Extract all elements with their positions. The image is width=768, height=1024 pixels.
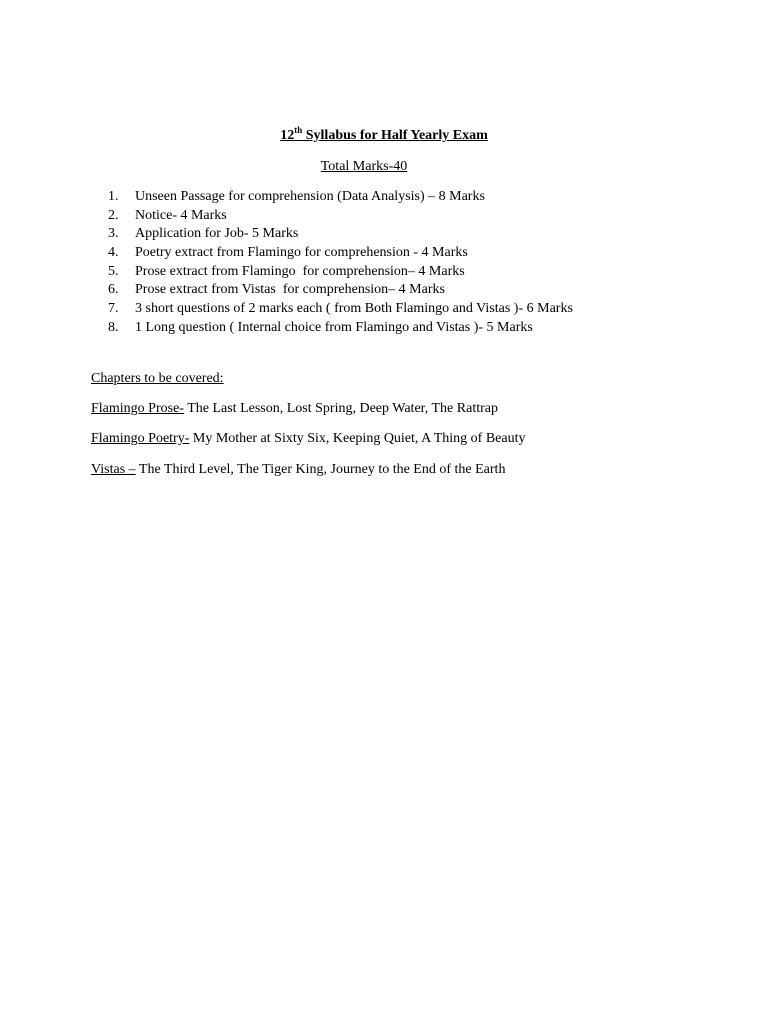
vistas-label: Vistas – [91,462,136,477]
list-item [108,263,573,282]
list-item [108,281,573,300]
flamingo-poetry-chapters: My Mother at Sixty Six, Keeping Quiet, A Thing of Beauty [189,431,526,446]
list-item-text: Application for Job- 5 Marks [135,226,299,242]
list-item-number: 7. [108,301,119,317]
list-item [108,300,573,319]
list-item-number: 1. [108,189,119,204]
title-text: Syllabus for Half Yearly Exam [302,128,488,143]
list-item [108,244,573,263]
list-item-text: Prose extract from Flamingo for comprehension– 4 Marks [135,263,465,279]
list-item [108,319,573,338]
list-item-text: 3 short questions of 2 marks each ( from Both Flamingo and Vistas )- 6 Marks [135,301,573,317]
list-item [108,225,573,244]
chapters-heading-text: Chapters to be covered: [91,371,224,386]
list-item-text: Unseen Passage for comprehension (Data Analysis) – 8 Marks [135,189,485,204]
list-item-text: Notice- 4 Marks [135,207,227,223]
flamingo-poetry-line [91,429,526,449]
vistas-line [91,460,505,480]
vistas-chapters: The Third Level, The Tiger King, Journey to the End of the Earth [135,462,506,477]
flamingo-poetry-label: Flamingo Poetry- [91,431,190,446]
list-item-text: 1 Long question ( Internal choice from Flamingo and Vistas )- 5 Marks [135,319,533,335]
title-superscript: th [294,125,303,135]
list-item-text: Prose extract from Vistas for comprehension– 4 Marks [135,282,445,298]
flamingo-prose-chapters: The Last Lesson, Lost Spring, Deep Water, The Rattrap [183,401,498,416]
list-item-text: Poetry extract from Flamingo for comprehension - 4 Marks [135,245,468,261]
list-item [108,188,573,207]
list-item-number: 5. [108,263,119,279]
title-number: 12 [280,128,295,143]
list-item-number: 3. [108,226,119,242]
document-title [0,126,768,146]
flamingo-prose-line [91,399,498,419]
list-item-number: 2. [108,207,119,223]
total-marks [0,157,728,177]
list-item-number: 6. [108,282,119,298]
list-item-number: 4. [108,245,119,261]
list-item [108,207,573,226]
total-marks-text: Total Marks-40 [320,159,408,174]
flamingo-prose-label: Flamingo Prose- [91,401,184,416]
exam-pattern-list [108,188,573,338]
chapters-heading [91,369,224,389]
list-item-number: 8. [108,319,119,335]
